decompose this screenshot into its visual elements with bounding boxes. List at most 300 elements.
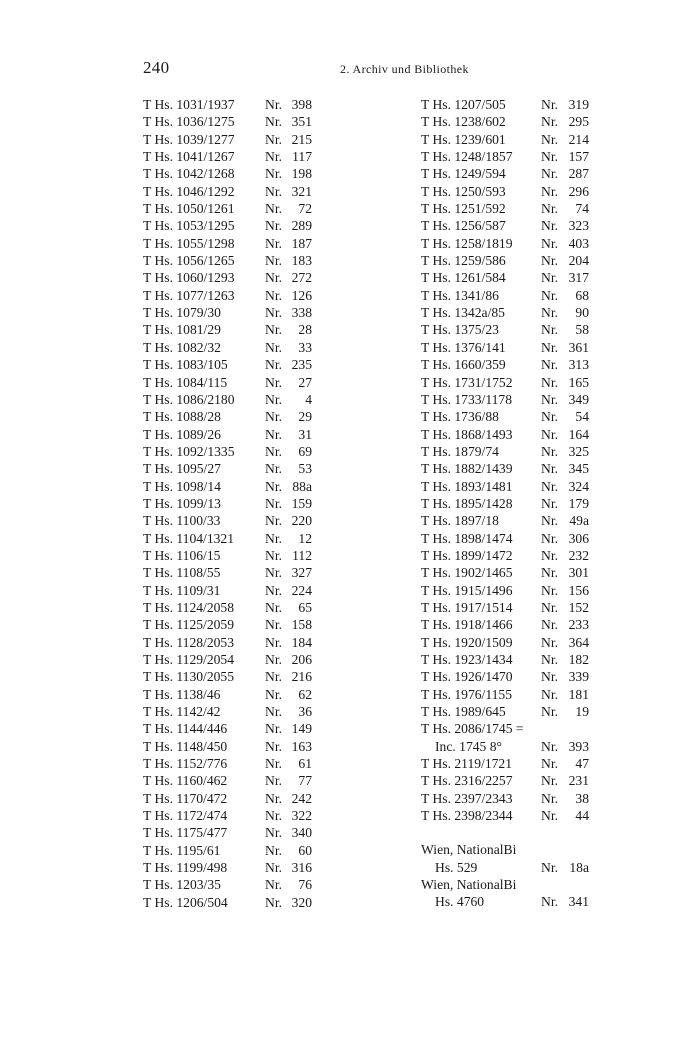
shelfmark: T Hs. 1079/30 <box>143 305 221 321</box>
nr-value: 4 <box>305 391 312 407</box>
shelfmark: T Hs. 2397/2343 <box>421 790 513 806</box>
shelfmark: T Hs. 1879/74 <box>421 443 499 459</box>
entry-number <box>541 96 589 113</box>
shelfmark: T Hs. 1203/35 <box>143 877 221 893</box>
nr-value: 181 <box>568 686 589 702</box>
shelfmark: T Hs. 1736/88 <box>421 409 499 425</box>
shelfmark: T Hs. 1077/1263 <box>143 287 235 303</box>
entry-number <box>541 356 589 373</box>
nr-label: Nr. <box>265 652 282 667</box>
shelfmark: T Hs. 1918/1466 <box>421 617 513 633</box>
shelfmark: T Hs. 1897/18 <box>421 513 499 529</box>
shelfmark: T Hs. 2086/1745 = <box>421 721 524 737</box>
nr-label: Nr. <box>541 114 558 130</box>
shelfmark: T Hs. 1376/141 <box>421 339 506 355</box>
shelfmark: T Hs. 1989/645 <box>421 704 506 720</box>
entry-number <box>265 547 312 564</box>
shelfmark: T Hs. 1108/55 <box>143 565 221 581</box>
shelfmark: T Hs. 1172/474 <box>143 808 228 824</box>
entry-number <box>265 408 312 425</box>
nr-value: 68 <box>575 287 589 303</box>
shelfmark: T Hs. 1148/450 <box>143 738 228 754</box>
nr-label: Nr. <box>265 634 282 650</box>
entry-number <box>541 304 589 321</box>
nr-label: Nr. <box>541 305 558 321</box>
nr-label: Nr. <box>541 391 558 407</box>
nr-label: Nr. <box>265 287 282 303</box>
entry-number <box>541 634 589 651</box>
nr-value: 90 <box>575 305 589 321</box>
nr-label: Nr. <box>541 201 558 217</box>
entry-number <box>265 391 312 408</box>
nr-value: 272 <box>291 270 312 286</box>
nr-value: 159 <box>291 495 312 511</box>
entry-number <box>265 131 312 148</box>
nr-label: Nr. <box>265 478 282 494</box>
nr-label: Nr. <box>265 114 282 130</box>
entry-number <box>541 183 589 200</box>
entry-number <box>265 582 312 599</box>
entry-number <box>541 668 589 685</box>
entry-number <box>541 252 589 269</box>
nr-label: Nr. <box>265 738 282 754</box>
nr-value: 232 <box>568 547 589 563</box>
nr-value: 242 <box>291 790 312 806</box>
shelfmark: T Hs. 1660/359 <box>421 357 506 373</box>
nr-value: 69 <box>298 443 312 459</box>
nr-value: 214 <box>568 131 589 147</box>
shelfmark: T Hs. 1733/1178 <box>421 391 513 407</box>
nr-label: Nr. <box>541 357 558 373</box>
entry-number <box>541 512 589 529</box>
shelfmark: T Hs. 1104/1321 <box>143 530 235 546</box>
shelfmark: T Hs. 1375/23 <box>421 322 499 338</box>
shelfmark: T Hs. 1031/1937 <box>143 97 235 112</box>
nr-label: Nr. <box>541 513 558 529</box>
entry-number <box>265 720 312 737</box>
nr-label: Nr. <box>541 669 558 685</box>
shelfmark: T Hs. 1261/584 <box>421 270 506 286</box>
shelfmark: T Hs. 1923/1434 <box>421 652 513 667</box>
nr-label: Nr. <box>265 599 282 615</box>
nr-label: Nr. <box>265 166 282 182</box>
entry-number <box>265 287 312 304</box>
entry-number <box>265 321 312 338</box>
shelfmark: T Hs. 1125/2059 <box>143 617 235 633</box>
entry-number <box>541 148 589 165</box>
entry-number <box>541 408 589 425</box>
shelfmark: T Hs. 2316/2257 <box>421 773 513 789</box>
nr-label: Nr. <box>265 97 282 112</box>
shelfmark: T Hs. 1084/115 <box>143 374 228 390</box>
entry-number <box>541 686 589 703</box>
nr-value: 112 <box>292 547 312 563</box>
nr-value: 72 <box>298 201 312 217</box>
nr-value: 76 <box>298 877 312 893</box>
nr-label: Nr. <box>265 461 282 477</box>
entry-number <box>541 321 589 338</box>
entry-number <box>265 807 312 824</box>
shelfmark: T Hs. 1199/498 <box>143 860 228 876</box>
shelfmark: T Hs. 1239/601 <box>421 131 506 147</box>
nr-label: Nr. <box>265 357 282 373</box>
entry-number <box>265 356 312 373</box>
nr-label: Nr. <box>265 183 282 199</box>
entry-number <box>541 599 589 616</box>
shelfmark: T Hs. 1130/2055 <box>143 669 235 685</box>
nr-label: Nr. <box>265 790 282 806</box>
shelfmark: T Hs. 1238/602 <box>421 114 506 130</box>
entry-number <box>541 235 589 252</box>
nr-label: Nr. <box>265 669 282 685</box>
nr-label: Nr. <box>265 617 282 633</box>
nr-label: Nr. <box>265 582 282 598</box>
nr-value: 233 <box>568 617 589 633</box>
nr-value: 325 <box>568 443 589 459</box>
entry-number <box>541 651 589 668</box>
nr-label: Nr. <box>265 374 282 390</box>
nr-value: 164 <box>568 426 589 442</box>
nr-value: 31 <box>298 426 312 442</box>
nr-value: 156 <box>568 582 589 598</box>
nr-label: Nr. <box>541 634 558 650</box>
entry-number <box>541 165 589 182</box>
entry-number <box>541 269 589 286</box>
nr-label: Nr. <box>541 652 558 667</box>
nr-value: 320 <box>291 894 312 910</box>
entry-number <box>541 755 589 772</box>
nr-label: Nr. <box>541 183 558 199</box>
nr-label: Nr. <box>541 859 558 875</box>
nr-value: 65 <box>298 599 312 615</box>
entry-number <box>541 443 589 460</box>
entry-number <box>541 703 589 720</box>
nr-value: 349 <box>568 391 589 407</box>
nr-value: 398 <box>291 97 312 112</box>
shelfmark: T Hs. 1195/61 <box>143 842 221 858</box>
entry-number <box>541 426 589 443</box>
nr-value: 36 <box>298 704 312 720</box>
shelfmark: T Hs. 1060/1293 <box>143 270 235 286</box>
nr-label: Nr. <box>541 443 558 459</box>
shelfmark: T Hs. 1152/776 <box>143 756 228 772</box>
shelfmark: T Hs. 1129/2054 <box>143 652 235 667</box>
nr-value: 231 <box>568 773 589 789</box>
nr-value: 295 <box>568 114 589 130</box>
entry-number <box>265 686 312 703</box>
nr-value: 235 <box>291 357 312 373</box>
shelfmark: T Hs. 1731/1752 <box>421 374 513 390</box>
nr-label: Nr. <box>541 790 558 806</box>
entry-number <box>265 96 312 113</box>
entry-number <box>541 582 589 599</box>
entry-number <box>541 217 589 234</box>
entry-number <box>265 703 312 720</box>
nr-value: 187 <box>291 235 312 251</box>
entry-number <box>265 495 312 512</box>
entry-number <box>265 530 312 547</box>
entry-number <box>541 859 589 876</box>
nr-value: 198 <box>291 166 312 182</box>
nr-value: 33 <box>298 339 312 355</box>
nr-value: 287 <box>568 166 589 182</box>
entry-number <box>541 893 589 910</box>
shelfmark: T Hs. 1098/14 <box>143 478 221 494</box>
nr-value: 49a <box>569 513 589 529</box>
shelfmark: T Hs. 1206/504 <box>143 894 228 910</box>
entry-number <box>541 131 589 148</box>
entry-number <box>265 651 312 668</box>
nr-label: Nr. <box>265 530 282 546</box>
nr-label: Nr. <box>541 617 558 633</box>
nr-value: 216 <box>291 669 312 685</box>
entry-number <box>541 460 589 477</box>
nr-value: 117 <box>292 149 312 165</box>
shelfmark: T Hs. 1046/1292 <box>143 183 235 199</box>
nr-label: Nr. <box>265 756 282 772</box>
shelfmark: T Hs. 1092/1335 <box>143 443 235 459</box>
entry-number <box>265 772 312 789</box>
entry-number <box>541 339 589 356</box>
shelfmark: T Hs. 1250/593 <box>421 183 506 199</box>
entry-number <box>265 217 312 234</box>
nr-value: 88a <box>292 478 312 494</box>
nr-label: Nr. <box>265 426 282 442</box>
shelfmark: T Hs. 1342a/85 <box>421 305 505 321</box>
nr-label: Nr. <box>265 894 282 910</box>
entry-number <box>265 668 312 685</box>
nr-value: 44 <box>575 808 589 824</box>
shelfmark: T Hs. 1053/1295 <box>143 218 235 234</box>
nr-value: 327 <box>291 565 312 581</box>
nr-value: 361 <box>568 339 589 355</box>
nr-label: Nr. <box>541 218 558 234</box>
shelfmark: T Hs. 1088/28 <box>143 409 221 425</box>
nr-label: Nr. <box>265 409 282 425</box>
nr-label: Nr. <box>541 166 558 182</box>
shelfmark: T Hs. 2119/1721 <box>421 756 513 772</box>
nr-label: Nr. <box>541 599 558 615</box>
nr-label: Nr. <box>541 773 558 789</box>
nr-value: 38 <box>575 790 589 806</box>
nr-value: 340 <box>291 825 312 841</box>
nr-label: Nr. <box>265 218 282 234</box>
entry-number <box>265 738 312 755</box>
entry-number <box>541 738 589 755</box>
shelfmark: T Hs. 1251/592 <box>421 201 506 217</box>
shelfmark: T Hs. 2398/2344 <box>421 808 513 824</box>
shelfmark: T Hs. 1868/1493 <box>421 426 513 442</box>
shelfmark: T Hs. 1086/2180 <box>143 391 235 407</box>
nr-value: 184 <box>291 634 312 650</box>
entry-number <box>265 200 312 217</box>
nr-value: 341 <box>568 894 589 910</box>
nr-label: Nr. <box>265 825 282 841</box>
nr-value: 323 <box>568 218 589 234</box>
entry-number <box>541 616 589 633</box>
shelfmark: Inc. 1745 8° <box>435 738 502 754</box>
nr-label: Nr. <box>541 686 558 702</box>
shelfmark: T Hs. 1899/1472 <box>421 547 513 563</box>
shelfmark: T Hs. 1341/86 <box>421 287 499 303</box>
entry-number <box>265 564 312 581</box>
shelfmark: T Hs. 1207/505 <box>421 97 506 112</box>
nr-label: Nr. <box>541 131 558 147</box>
nr-label: Nr. <box>265 721 282 737</box>
nr-value: 313 <box>568 357 589 373</box>
entry-number <box>265 113 312 130</box>
shelfmark: T Hs. 1056/1265 <box>143 253 235 269</box>
nr-label: Nr. <box>541 287 558 303</box>
entry-number <box>265 755 312 772</box>
nr-label: Nr. <box>265 842 282 858</box>
entry-number <box>541 495 589 512</box>
shelfmark: T Hs. 1089/26 <box>143 426 221 442</box>
nr-label: Nr. <box>265 201 282 217</box>
shelfmark: T Hs. 1249/594 <box>421 166 506 182</box>
shelfmark: T Hs. 1081/29 <box>143 322 221 338</box>
nr-value: 204 <box>568 253 589 269</box>
nr-value: 62 <box>298 686 312 702</box>
nr-label: Nr. <box>265 131 282 147</box>
nr-value: 321 <box>291 183 312 199</box>
shelfmark: T Hs. 1050/1261 <box>143 201 235 217</box>
nr-value: 306 <box>568 530 589 546</box>
page-number: 240 <box>143 58 170 77</box>
nr-label: Nr. <box>265 149 282 165</box>
nr-label: Nr. <box>541 235 558 251</box>
nr-label: Nr. <box>265 443 282 459</box>
nr-label: Nr. <box>541 565 558 581</box>
nr-value: 338 <box>291 305 312 321</box>
shelfmark: T Hs. 1175/477 <box>143 825 228 841</box>
nr-label: Nr. <box>265 322 282 338</box>
entry-number <box>265 426 312 443</box>
nr-value: 47 <box>575 756 589 772</box>
nr-label: Nr. <box>541 478 558 494</box>
nr-value: 296 <box>568 183 589 199</box>
nr-label: Nr. <box>541 495 558 511</box>
nr-value: 54 <box>575 409 589 425</box>
running-head: 2. Archiv und Bibliothek <box>340 62 469 76</box>
nr-value: 319 <box>568 97 589 112</box>
nr-label: Nr. <box>265 391 282 407</box>
shelfmark: T Hs. 1248/1857 <box>421 149 513 165</box>
shelfmark: Hs. 529 <box>435 859 478 875</box>
nr-label: Nr. <box>541 97 558 112</box>
nr-label: Nr. <box>541 270 558 286</box>
nr-value: 77 <box>298 773 312 789</box>
entry-number <box>265 165 312 182</box>
shelfmark: T Hs. 1138/46 <box>143 686 221 702</box>
nr-label: Nr. <box>541 374 558 390</box>
nr-value: 58 <box>575 322 589 338</box>
entry-number <box>265 374 312 391</box>
nr-label: Nr. <box>265 808 282 824</box>
nr-value: 393 <box>568 738 589 754</box>
shelfmark: T Hs. 1109/31 <box>143 582 221 598</box>
nr-value: 182 <box>568 652 589 667</box>
shelfmark: T Hs. 1259/586 <box>421 253 506 269</box>
nr-value: 220 <box>291 513 312 529</box>
entry-number <box>541 772 589 789</box>
nr-value: 324 <box>568 478 589 494</box>
shelfmark: T Hs. 1920/1509 <box>421 634 513 650</box>
shelfmark: T Hs. 1256/587 <box>421 218 506 234</box>
nr-value: 126 <box>291 287 312 303</box>
entry-number <box>541 113 589 130</box>
nr-value: 60 <box>298 842 312 858</box>
entry-number <box>541 564 589 581</box>
entry-number <box>541 287 589 304</box>
nr-label: Nr. <box>541 253 558 269</box>
shelfmark: T Hs. 1926/1470 <box>421 669 513 685</box>
nr-value: 152 <box>568 599 589 615</box>
nr-value: 339 <box>568 669 589 685</box>
nr-value: 18a <box>569 859 589 875</box>
entry-number <box>541 391 589 408</box>
nr-value: 157 <box>568 149 589 165</box>
entry-number <box>541 478 589 495</box>
entry-number <box>265 894 312 911</box>
nr-value: 19 <box>575 704 589 720</box>
nr-label: Nr. <box>265 547 282 563</box>
shelfmark: T Hs. 1895/1428 <box>421 495 513 511</box>
nr-value: 301 <box>568 565 589 581</box>
nr-value: 289 <box>291 218 312 234</box>
nr-label: Nr. <box>265 686 282 702</box>
nr-label: Nr. <box>265 860 282 876</box>
nr-value: 179 <box>568 495 589 511</box>
nr-value: 163 <box>291 738 312 754</box>
shelfmark: Hs. 4760 <box>435 894 485 910</box>
entry-number <box>265 478 312 495</box>
nr-label: Nr. <box>541 339 558 355</box>
entry-number <box>265 599 312 616</box>
shelfmark: T Hs. 1898/1474 <box>421 530 513 546</box>
nr-label: Nr. <box>541 808 558 824</box>
entry-number <box>265 512 312 529</box>
entry-number <box>265 842 312 859</box>
entry-number <box>265 339 312 356</box>
nr-value: 74 <box>575 201 589 217</box>
shelfmark: T Hs. 1082/32 <box>143 339 221 355</box>
shelfmark: T Hs. 1041/1267 <box>143 149 235 165</box>
nr-value: 158 <box>291 617 312 633</box>
nr-value: 224 <box>291 582 312 598</box>
nr-label: Nr. <box>541 738 558 754</box>
entry-number <box>541 547 589 564</box>
nr-value: 351 <box>291 114 312 130</box>
shelfmark: T Hs. 1142/42 <box>143 704 221 720</box>
shelfmark: T Hs. 1976/1155 <box>421 686 513 702</box>
nr-label: Nr. <box>265 305 282 321</box>
nr-value: 28 <box>298 322 312 338</box>
nr-label: Nr. <box>265 704 282 720</box>
nr-label: Nr. <box>541 426 558 442</box>
shelfmark: T Hs. 1258/1819 <box>421 235 513 251</box>
nr-value: 316 <box>291 860 312 876</box>
shelfmark: T Hs. 1170/472 <box>143 790 228 806</box>
shelfmark: Wien, NationalBi <box>421 842 517 858</box>
entry-number <box>265 859 312 876</box>
shelfmark: Wien, NationalBi <box>421 877 517 893</box>
entry-number <box>265 790 312 807</box>
entry-number <box>265 824 312 841</box>
nr-label: Nr. <box>541 409 558 425</box>
nr-label: Nr. <box>265 877 282 893</box>
page-header <box>0 58 700 82</box>
